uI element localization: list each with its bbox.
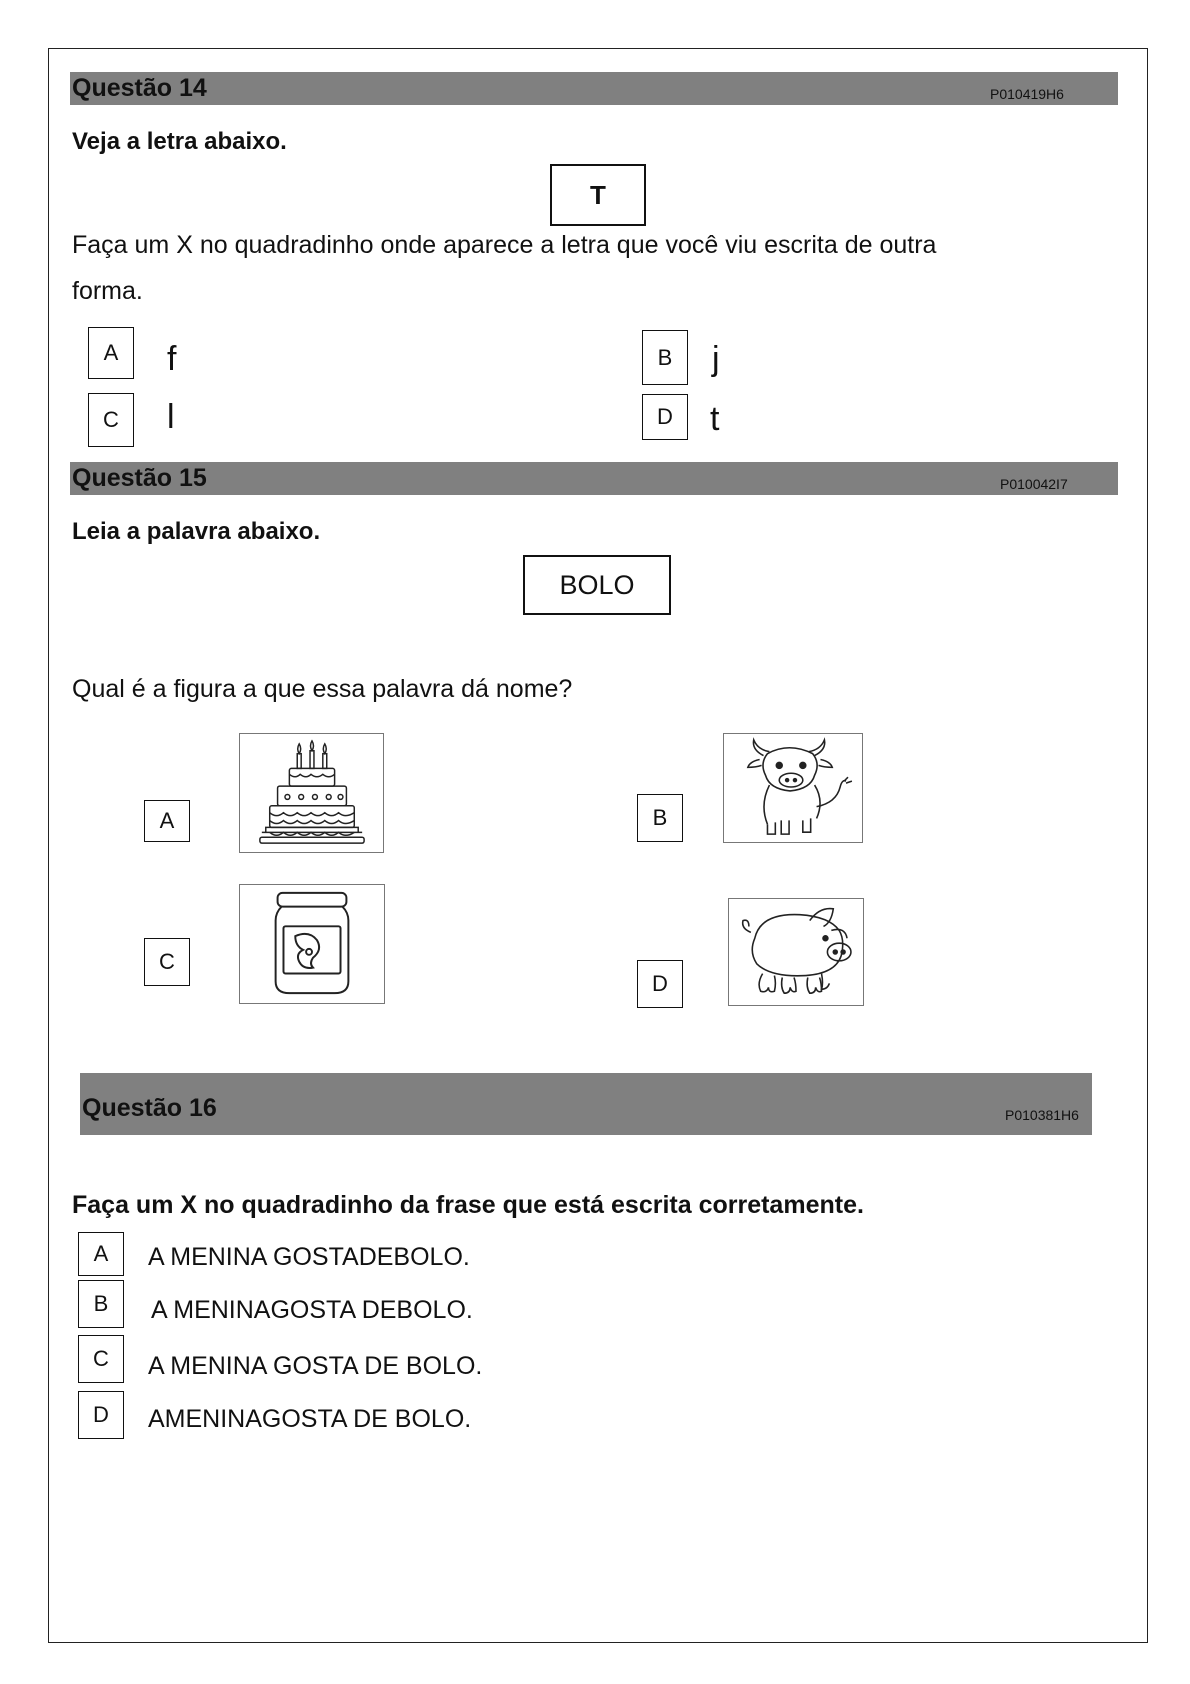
question-14-code: P010419H6 xyxy=(990,86,1064,102)
question-14-prompt-line-1: Faça um X no quadradinho onde aparece a letra que você viu escrita de outra xyxy=(72,231,937,259)
q15-option-b-image xyxy=(723,733,863,843)
question-15-header xyxy=(70,462,1118,495)
q15-option-b-checkbox[interactable]: B xyxy=(637,794,683,842)
page-frame xyxy=(48,48,1148,1643)
target-letter-box xyxy=(550,164,646,226)
q16-option-d-text: AMENINAGOSTA DE BOLO. xyxy=(148,1405,472,1433)
q16-option-a-text: A MENINA GOSTADEBOLO. xyxy=(148,1243,470,1271)
question-14-title: Questão 14 xyxy=(72,74,207,102)
question-16-instruction: Faça um X no quadradinho da frase que está escrita corretamente. xyxy=(72,1191,864,1219)
q14-option-d-checkbox[interactable]: D xyxy=(642,394,688,440)
q15-option-d-checkbox[interactable]: D xyxy=(637,960,683,1008)
question-15-prompt: Qual é a figura a que essa palavra dá nome? xyxy=(72,675,573,703)
q14-option-a-text: f xyxy=(167,340,177,378)
word-box xyxy=(523,555,671,615)
question-14-prompt-line-2: forma. xyxy=(72,277,143,305)
q15-option-c-checkbox[interactable]: C xyxy=(144,938,190,986)
q14-option-d-text: t xyxy=(710,400,720,438)
target-word: BOLO xyxy=(559,569,635,600)
cake-icon xyxy=(240,734,383,852)
q14-option-b-checkbox[interactable]: B xyxy=(642,330,688,385)
q14-option-a-checkbox[interactable]: A xyxy=(88,327,134,379)
question-14-instruction: Veja a letra abaixo. xyxy=(72,128,287,155)
q15-option-d-image xyxy=(728,898,864,1006)
q16-option-b-text: A MENINAGOSTA DEBOLO. xyxy=(151,1296,473,1324)
question-15-title: Questão 15 xyxy=(72,464,207,492)
q16-option-a-checkbox[interactable]: A xyxy=(78,1232,124,1276)
question-15-code: P010042I7 xyxy=(1000,476,1068,492)
question-15-instruction: Leia a palavra abaixo. xyxy=(72,518,321,545)
q14-option-c-checkbox[interactable]: C xyxy=(88,393,134,447)
target-letter: T xyxy=(590,179,606,210)
question-16-code: P010381H6 xyxy=(1005,1107,1079,1123)
pig-icon xyxy=(729,899,863,1005)
q16-option-d-checkbox[interactable]: D xyxy=(78,1391,124,1439)
q15-option-a-checkbox[interactable]: A xyxy=(144,800,190,842)
q15-option-c-image xyxy=(239,884,385,1004)
q16-option-c-checkbox[interactable]: C xyxy=(78,1335,124,1383)
question-14-header xyxy=(70,72,1118,105)
question-16-header xyxy=(80,1073,1092,1135)
jar-icon xyxy=(240,885,384,1003)
bull-icon xyxy=(724,734,862,842)
q16-option-b-checkbox[interactable]: B xyxy=(78,1280,124,1328)
question-16-title: Questão 16 xyxy=(82,1094,217,1122)
q16-option-c-text: A MENINA GOSTA DE BOLO. xyxy=(148,1352,483,1380)
q14-option-c-text: l xyxy=(167,398,175,436)
q15-option-a-image xyxy=(239,733,384,853)
q14-option-b-text: j xyxy=(712,340,720,378)
